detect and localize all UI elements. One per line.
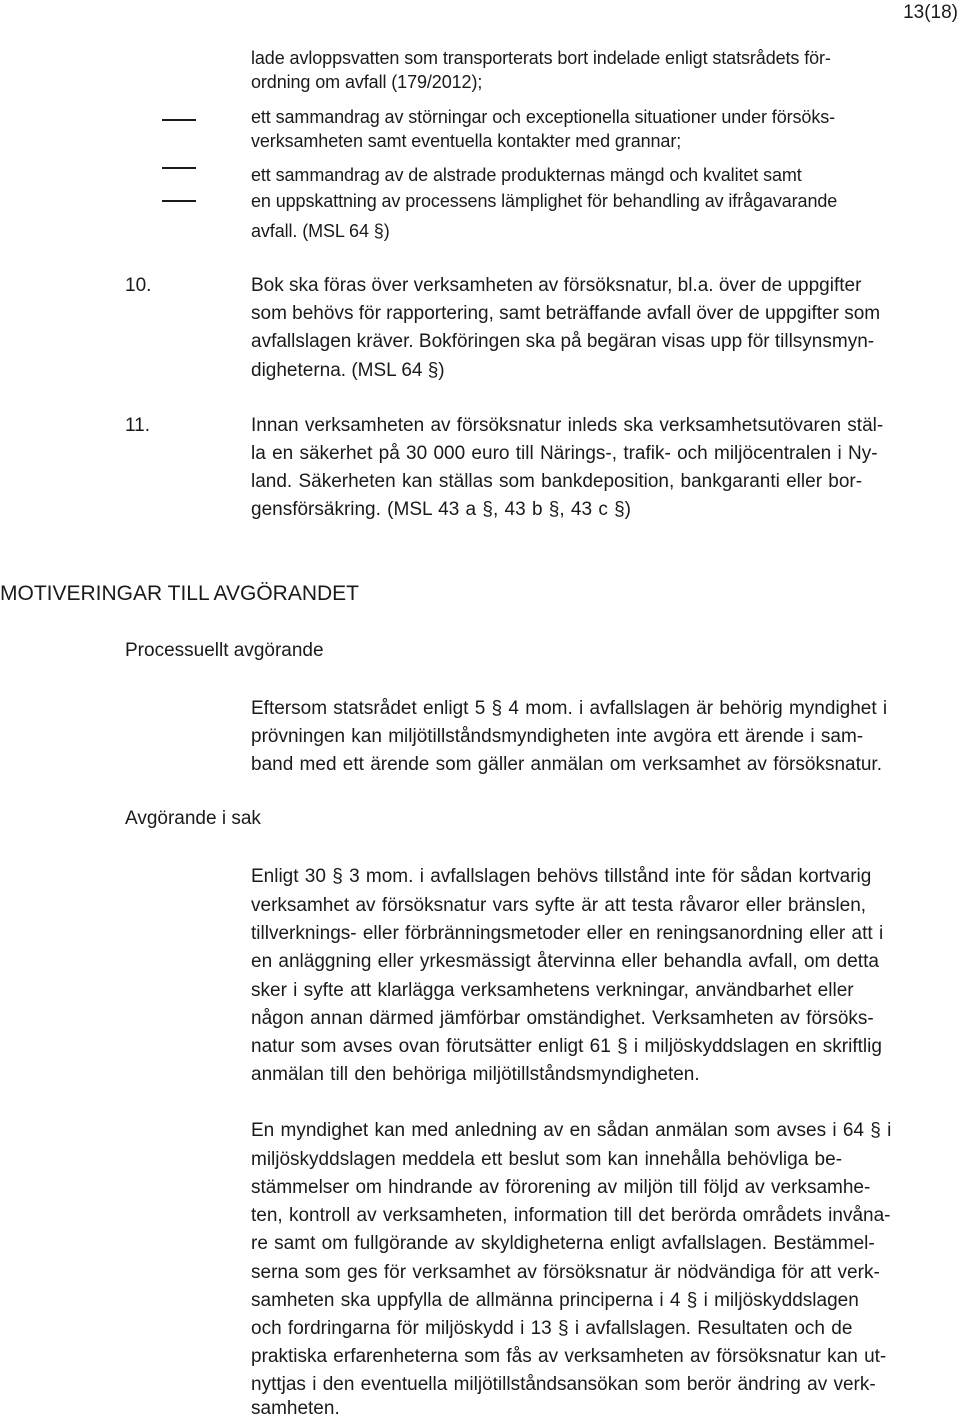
item-10-line: avfallslagen kräver. Bokföringen ska på begäran visas upp för tillsynsmyn- (251, 331, 875, 352)
paragraph-2-line: ten, kontroll av verksamheten, information till det berörda områdets invåna- (251, 1205, 891, 1226)
page-number: 13(18) (903, 2, 958, 23)
subheading-substantive: Avgörande i sak (125, 808, 261, 829)
item-11-line: la en säkerhet på 30 000 euro till Närings-, trafik- och miljöcentralen i Ny- (251, 443, 878, 464)
paragraph-2-line: samheten ska uppfylla de allmänna principerna i 4 § i miljöskyddslagen (251, 1290, 859, 1311)
paragraph-2-line: En myndighet kan med anledning av en sådan anmälan som avses i 64 § i (251, 1120, 892, 1141)
item-11-line: gensförsäkring. (MSL 43 a §, 43 b §, 43 c §) (251, 499, 631, 520)
item-11-line: Innan verksamheten av försöksnatur inleds ska verksamhetsutövaren stäl- (251, 415, 884, 436)
paragraph-2-line: samheten. (251, 1398, 340, 1419)
procedural-line: band med ett ärende som gäller anmälan om verksamhet av försöksnatur. (251, 754, 882, 775)
item-10-line: digheterna. (MSL 64 §) (251, 360, 445, 381)
paragraph-2-line: miljöskyddslagen meddela ett beslut som kan innehålla behövliga be- (251, 1149, 843, 1170)
list-dash (162, 119, 196, 121)
item-11-line: land. Säkerheten kan ställas som bankdeposition, bankgaranti eller bor- (251, 471, 863, 492)
paragraph-1-line: anmälan till den behöriga miljötillståndsmyndigheten. (251, 1064, 700, 1085)
paragraph-2-line: praktiska erfarenheterna som fås av verksamheten av försöksnatur kan ut- (251, 1346, 887, 1367)
paragraph-2-line: och fordringarna för miljöskydd i 13 § i avfallslagen. Resultaten och de (251, 1318, 853, 1339)
list-text-line: avfall. (MSL 64 §) (251, 221, 390, 241)
item-number: 10. (125, 275, 152, 296)
subheading-procedural: Processuellt avgörande (125, 640, 324, 661)
procedural-line: Eftersom statsrådet enligt 5 § 4 mom. i avfallslagen är behörig myndighet i (251, 698, 888, 719)
list-text-line: ett sammandrag av störningar och exceptionella situationer under försöks- (251, 107, 836, 127)
paragraph-1-line: tillverknings- eller förbränningsmetoder eller en reningsanordning eller att i (251, 923, 884, 944)
paragraph-1-line: Enligt 30 § 3 mom. i avfallslagen behövs tillstånd inte för sådan kortvarig (251, 866, 872, 887)
item-10-line: Bok ska föras över verksamheten av försöksnatur, bl.a. över de uppgifter (251, 275, 862, 296)
item-number: 11. (125, 415, 151, 436)
paragraph-1-line: sker i syfte att klarlägga verksamhetens verkningar, användbarhet eller (251, 980, 854, 1001)
paragraph-2-line: nyttjas i den eventuella miljötillståndsansökan som berör ändring av verk- (251, 1374, 876, 1395)
list-text-line: en uppskattning av processens lämplighet för behandling av ifrågavarande (251, 191, 838, 211)
section-heading: MOTIVERINGAR TILL AVGÖRANDET (0, 582, 360, 605)
list-dash (162, 200, 196, 202)
list-text-line: verksamheten samt eventuella kontakter med grannar; (251, 131, 682, 151)
paragraph-1-line: verksamhet av försöksnatur vars syfte är att testa råvaror eller bränslen, (251, 895, 867, 916)
list-text-line: ett sammandrag av de alstrade produkternas mängd och kvalitet samt (251, 165, 802, 185)
paragraph-1-line: natur som avses ovan förutsätter enligt 61 § i miljöskyddslagen en skriftlig (251, 1036, 882, 1057)
paragraph-1-line: en anläggning eller yrkesmässigt återvinna eller behandla avfall, om detta (251, 951, 879, 972)
paragraph-2-line: re samt om fullgörande av skyldigheterna enligt avfallslagen. Bestämmel- (251, 1233, 875, 1254)
list-text-line: ordning om avfall (179/2012); (251, 72, 483, 92)
procedural-line: prövningen kan miljötillståndsmyndigheten inte avgöra ett ärende i sam- (251, 726, 864, 747)
item-10-line: som behövs för rapportering, samt beträffande avfall över de uppgifter som (251, 303, 881, 324)
paragraph-1-line: någon annan därmed jämförbar omständighet. Verksamheten av försöks- (251, 1008, 874, 1029)
paragraph-2-line: stämmelser om hindrande av förorening av miljön till följd av verksamhe- (251, 1177, 871, 1198)
list-text-line: lade avloppsvatten som transporterats bort indelade enligt statsrådets för- (251, 48, 831, 68)
list-dash (162, 167, 196, 169)
paragraph-2-line: serna som ges för verksamhet av försöksnatur är nödvändiga för att verk- (251, 1262, 880, 1283)
